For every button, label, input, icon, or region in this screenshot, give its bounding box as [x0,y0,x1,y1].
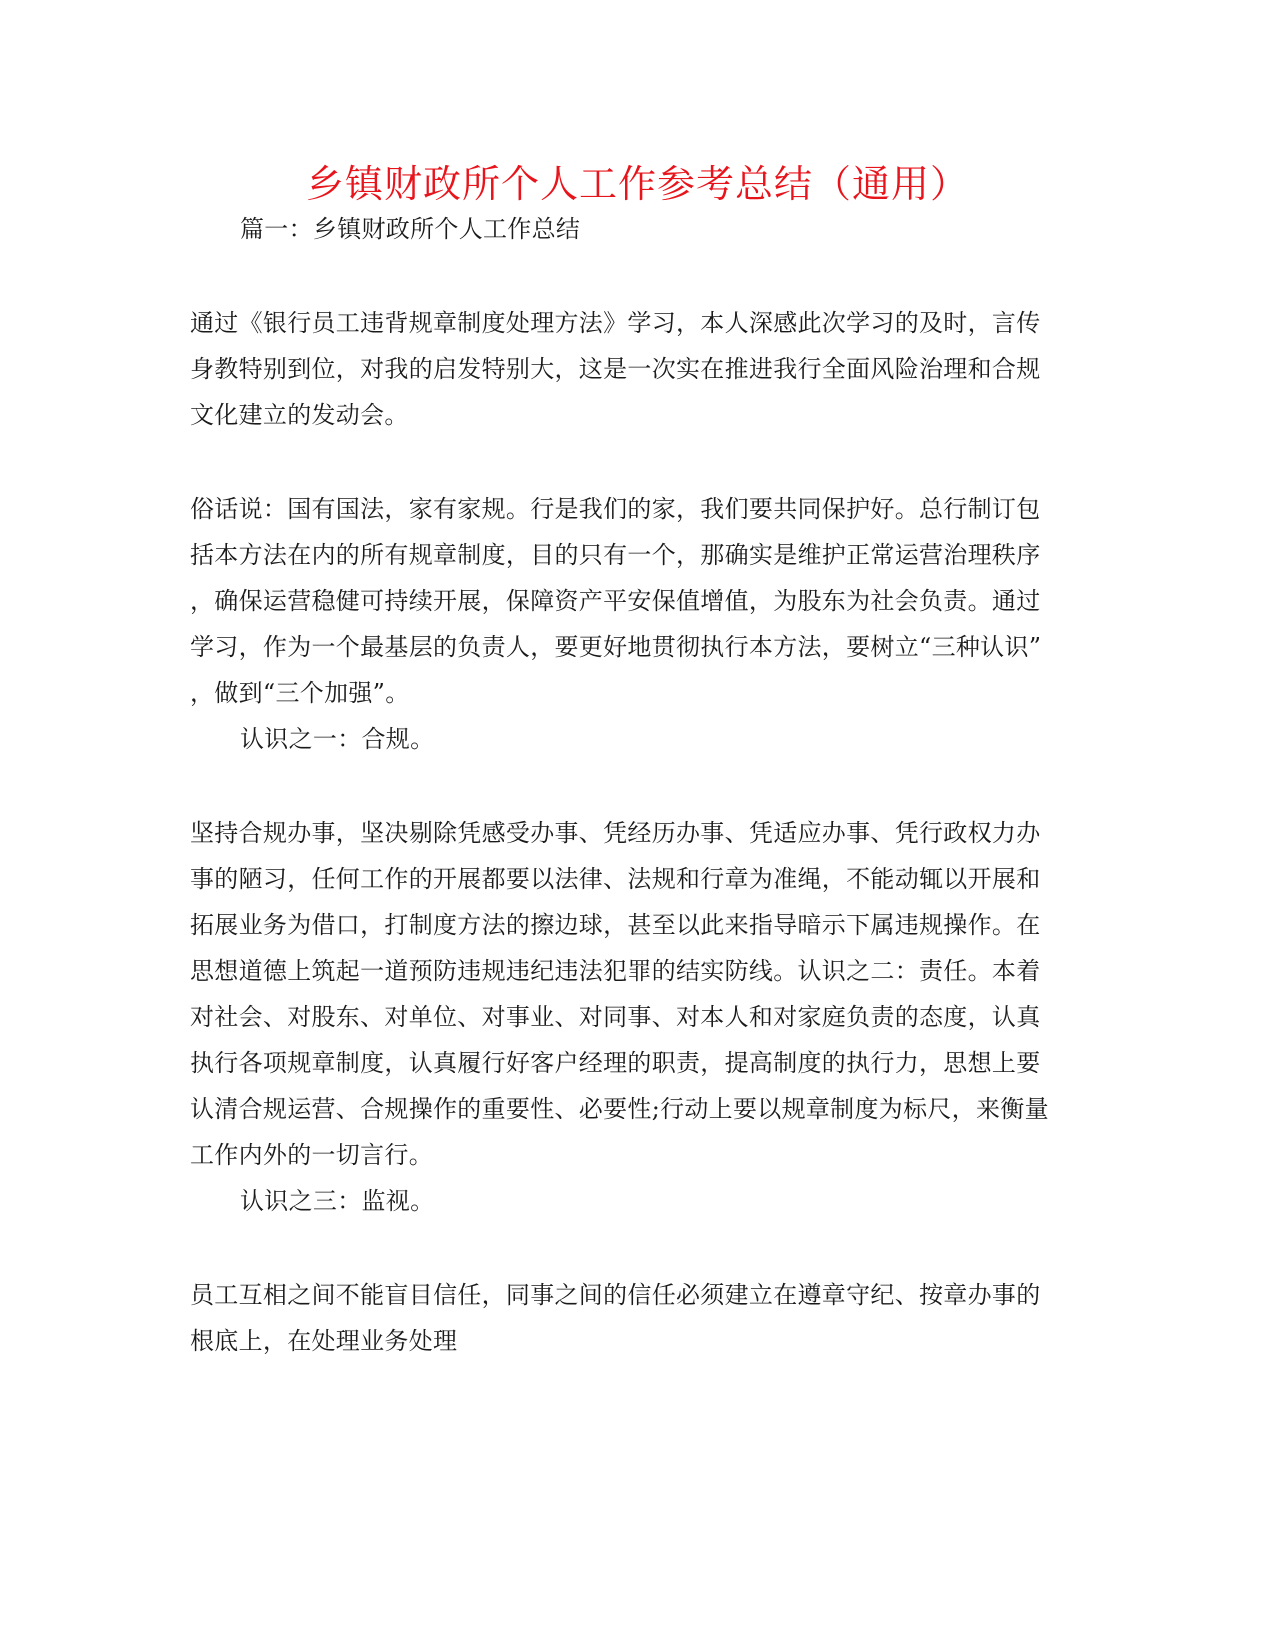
paragraph-line: 思想道德上筑起一道预防违规违纪违法犯罪的结实防线。认识之二：责任。本着 [190,957,1041,985]
paragraph-line: 认清合规运营、合规操作的重要性、必要性;行动上要以规章制度为标尺，来衡量 [190,1095,1049,1123]
paragraph-line: 执行各项规章制度，认真履行好客户经理的职责，提高制度的执行力，思想上要 [190,1049,1041,1077]
paragraph-line: 根底上，在处理业务处理 [190,1327,458,1355]
paragraph-line: 对社会、对股东、对单位、对事业、对同事、对本人和对家庭负责的态度，认真 [190,1003,1041,1031]
paragraph-line: ，确保运营稳健可持续开展，保障资产平安保值增值，为股东为社会负责。通过 [190,587,1041,615]
paragraph-line: 学习，作为一个最基层的负责人，要更好地贯彻执行本方法，要树立“三种认识” [190,633,1042,661]
paragraph-line: 拓展业务为借口，打制度方法的擦边球，甚至以此来指导暗示下属违规操作。在 [190,911,1041,939]
section-heading: 篇一：乡镇财政所个人工作总结 [240,215,581,243]
subheading-line: 认识之三：监视。 [240,1187,435,1215]
paragraph-line: 俗话说：国有国法，家有家规。行是我们的家，我们要共同保护好。总行制订包 [190,495,1041,523]
subheading-line: 认识之一：合规。 [240,725,435,753]
paragraph-line: 员工互相之间不能盲目信任，同事之间的信任必须建立在遵章守纪、按章办事的 [190,1281,1041,1309]
paragraph-line: 通过《银行员工违背规章制度处理方法》学习，本人深感此次学习的及时，言传 [190,309,1041,337]
paragraph-line: 身教特别到位，对我的启发特别大，这是一次实在推进我行全面风险治理和合规 [190,355,1041,383]
paragraph-line: 括本方法在内的所有规章制度，目的只有一个，那确实是维护正常运营治理秩序 [190,541,1041,569]
paragraph-line: 事的陋习，任何工作的开展都要以法律、法规和行章为准绳，不能动辄以开展和 [190,865,1041,893]
document-title: 乡镇财政所个人工作参考总结（通用） [305,162,969,206]
paragraph-line: 工作内外的一切言行。 [190,1141,433,1169]
paragraph-line: ，做到“三个加强”。 [190,679,410,707]
paragraph-line: 坚持合规办事，坚决剔除凭感受办事、凭经历办事、凭适应办事、凭行政权力办 [190,819,1041,847]
paragraph-line: 文化建立的发动会。 [190,401,409,429]
